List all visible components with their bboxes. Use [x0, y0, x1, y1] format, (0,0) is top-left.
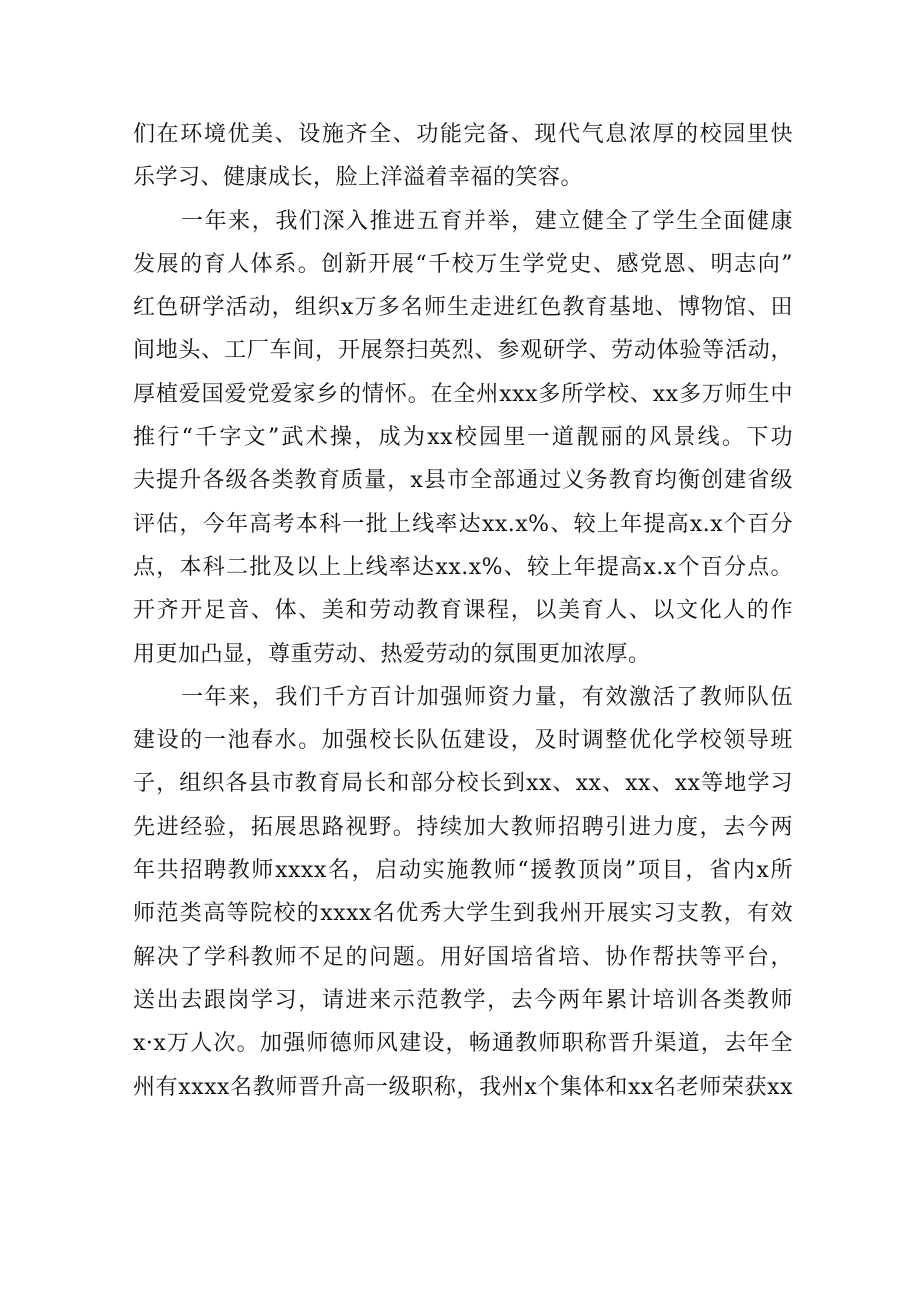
text-line-14: 一年来，我们千方百计加强师资力量，有效激活了教师队伍 [181, 684, 793, 710]
text-line-19: 师范类高等院校的xxxx名优秀大学生到我州开展实习支教，有效 [133, 901, 793, 927]
text-line-8: 推行“千字文”武术操，成为xx校园里一道靓丽的风景线。下功 [133, 425, 793, 451]
text-line-13: 用更加凸显，尊重劳动、热爱劳动的氛围更加浓厚。 [133, 641, 651, 667]
text-line-10: 评估，今年高考本科一批上线率达xx.x%、较上年提高x.x个百分 [133, 511, 793, 537]
text-line-18: 年共招聘教师xxxx名，启动实施教师“援教顶岗”项目，省内x所 [133, 858, 793, 884]
text-line-23: 州有xxxx名教师晋升高一级职称，我州x个集体和xx名老师荣获xx [133, 1074, 793, 1100]
text-line-9: 夫提升各级各类教育质量，x县市全部通过义务教育均衡创建省级 [133, 468, 793, 494]
text-line-7: 厚植爱国爱党爱家乡的情怀。在全州xxx多所学校、xx多万师生中 [133, 381, 793, 407]
text-line-12: 开齐开足音、体、美和劳动教育课程，以美育人、以文化人的作 [133, 598, 793, 624]
text-line-20: 解决了学科教师不足的问题。用好国培省培、协作帮扶等平台， [133, 944, 793, 970]
text-line-16: 子，组织各县市教育局长和部分校长到xx、xx、xx、xx等地学习 [133, 771, 793, 797]
text-line-21: 送出去跟岗学习，请进来示范教学，去今两年累计培训各类教师 [133, 987, 793, 1013]
text-line-22: x·x万人次。加强师德师风建设，畅通教师职称晋升渠道，去年全 [133, 1031, 793, 1057]
text-line-2: 乐学习、健康成长，脸上洋溢着幸福的笑容。 [133, 165, 584, 191]
body-text [133, 113, 793, 1109]
text-line-5: 红色研学活动，组织x万多名师生走进红色教育基地、博物馆、田 [133, 295, 793, 321]
text-line-6: 间地头、工厂车间，开展祭扫英烈、参观研学、劳动体验等活动， [133, 338, 793, 364]
text-line-15: 建设的一池春水。加强校长队伍建设，及时调整优化学校领导班 [133, 728, 793, 754]
text-line-4: 发展的育人体系。创新开展“千校万生学党史、感党恩、明志向” [133, 251, 793, 277]
text-line-17: 先进经验，拓展思路视野。持续加大教师招聘引进力度，去今两 [133, 814, 793, 840]
text-line-3: 一年来，我们深入推进五育并举，建立健全了学生全面健康 [181, 208, 793, 234]
text-line-1: 们在环境优美、设施齐全、功能完备、现代气息浓厚的校园里快 [133, 122, 793, 147]
text-line-11: 点，本科二批及以上上线率达xx.x%、较上年提高x.x个百分点。 [133, 554, 793, 580]
